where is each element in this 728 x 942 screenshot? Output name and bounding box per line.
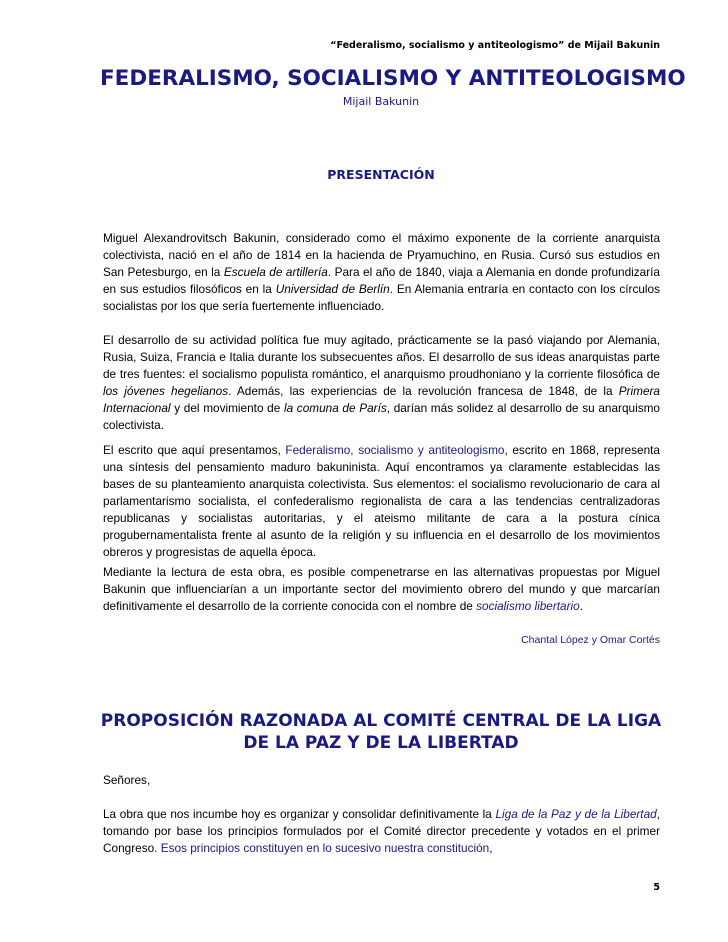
section-heading-presentacion: PRESENTACIÓN xyxy=(327,167,435,182)
emphasis-escuela: Escuela de artillería xyxy=(223,265,328,279)
emphasis-internacional: Primera Internacional xyxy=(103,384,660,415)
paragraph-4: Mediante la lectura de esta obra, es posible compenetrarse en las alternativas propuestas por Miguel Bakunin que influenciarían a un importante sector del movimiento obrero del mundo y que marcarían definitivamente el desarrollo de la corriente conocida con el nombre de socialismo libertario. xyxy=(103,565,660,613)
emphasis-comuna: la comuna de París xyxy=(283,401,387,415)
emphasis-hegelianos: los jóvenes hegelianos xyxy=(103,384,229,398)
socialismo-libertario-highlight: socialismo libertario xyxy=(476,599,580,613)
work-title-highlight: Federalismo, socialismo y antiteologismo xyxy=(285,443,505,457)
salutation: Señores, xyxy=(103,773,151,787)
section-heading-proposicion: PROPOSICIÓN RAZONADA AL COMITÉ CENTRAL DE LA LIGA DE LA PAZ Y DE LA LIBERTAD xyxy=(100,711,662,753)
constitucion-highlight: Esos principios constituyen en lo sucesivo nuestra constitución xyxy=(160,841,490,855)
signature: Chantal López y Omar Cortés xyxy=(521,634,660,646)
paragraph-2: El desarrollo de su actividad política fue muy agitado, prácticamente se la pasó viajando por Alemania, Rusia, Suiza, Francia e Italia durante los subsecuentes años. El desarrollo de sus ideas anarquistas parte de tres fuentes: el socialismo populista romántico, el anarquismo proudhoniano y la corriente filosófica de los jóvenes hegelianos. Además, las experiencias de la revolución francesa de 1848, de la Primera Internacional y del movimiento de la comuna de París, darían más solidez al desarrollo de su anarquismo colectivista. xyxy=(103,333,660,432)
running-header: “Federalismo, socialismo y antiteologismo” de Mijail Bakunin xyxy=(330,40,660,51)
paragraph-5: La obra que nos incumbe hoy es organizar y consolidar definitivamente la Liga de la Paz y de la Libertad, tomando por base los principios formulados por el Comité director precedente y votados en el primer Congreso. Esos principios constituyen en lo sucesivo nuestra constitución, xyxy=(103,807,660,855)
paragraph-3: El escrito que aquí presentamos, Federalismo, socialismo y antiteologismo, escrito en 1868, representa una síntesis del pensamiento maduro bakuninista. Aquí encontramos ya claramente establecidas las bases de su planteamiento anarquista colectivista. Sus elementos: el socialismo revolucionario de cara al parlamentarismo socialista, el confederalismo regionalista de cara a las tendencias centralizadoras republicanas y socialistas autoritarias, y el ateismo militante de cara a la postura cínica progubernamentalista frente al asunto de la religión y su influencia en el desarrollo de los movimientos obreros y progresistas de aquella época. xyxy=(103,443,660,559)
page-number: 5 xyxy=(653,882,660,893)
document-title: FEDERALISMO, SOCIALISMO Y ANTITEOLOGISMO xyxy=(100,66,686,91)
emphasis-liga: Liga de la Paz y de la Libertad xyxy=(495,807,657,821)
paragraph-1: Miguel Alexandrovitsch Bakunin, considerado como el máximo exponente de la corriente anarquista colectivista, nació en el año de 1814 en la hacienda de Pryamuchino, en Rusia. Cursó sus estudios en San Petesburgo, en la Escuela de artillería. Para el año de 1840, viaja a Alemania en donde profundizaría en sus estudios filosóficos en la Universidad de Berlín. En Alemania entraría en contacto con los círculos socialistas por los que sería fuertemente influenciado. xyxy=(103,231,660,313)
emphasis-universidad: Universidad de Berlín xyxy=(275,282,390,296)
document-author: Mijail Bakunin xyxy=(342,95,420,108)
